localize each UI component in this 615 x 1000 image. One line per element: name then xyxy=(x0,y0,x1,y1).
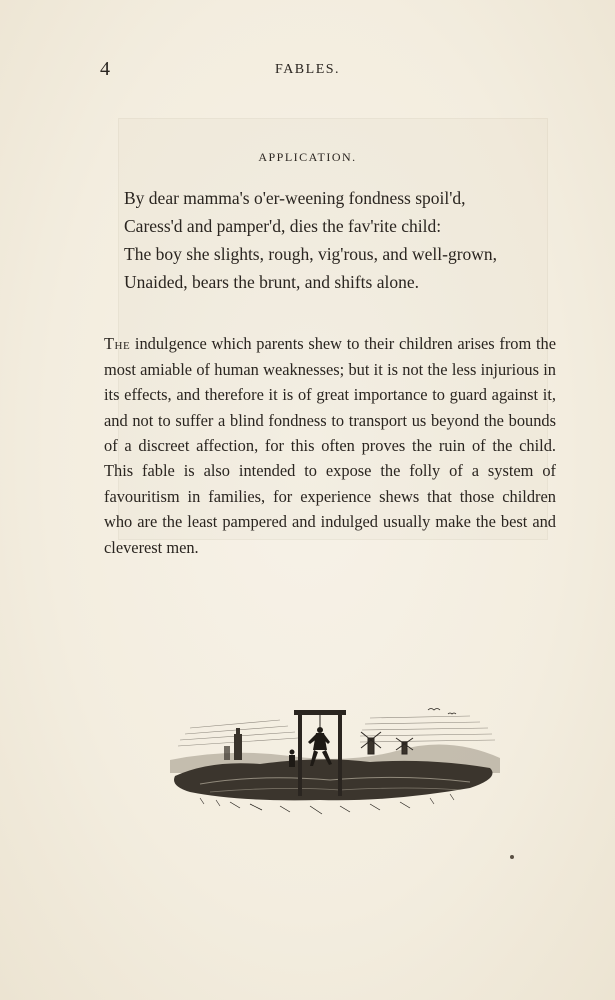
prose-paragraph xyxy=(104,331,556,560)
ink-speck xyxy=(510,855,514,859)
running-title: FABLES. xyxy=(274,62,341,77)
verse-line: Caress'd and pamper'd, dies the fav'rite child: xyxy=(124,216,442,236)
page-number: 4 xyxy=(100,58,111,80)
prose-body: indulgence which parents shew to their children arises from the most amiable of human weaknesses; but it is not the less injurious in its effects, and therefore it is of great importance to guard against it, and not to suffer a blind fondness to transport us beyond the bounds of a discreet affection, for this often proves the ruin of the child. This fable is also intended to expose the folly of a system of favouritism in families, for experience shews that those children who are the least pampered and indulged usually make the best and cleverest men. xyxy=(104,334,556,557)
verse-line: By dear mamma's o'er-weening fondness spoil'd, xyxy=(124,188,466,208)
page-header xyxy=(0,58,615,82)
gallows-landscape-vignette-icon xyxy=(170,698,500,833)
prose-lead-word: The xyxy=(104,334,131,354)
verse-line: Unaided, bears the brunt, and shifts alone. xyxy=(124,272,419,292)
verse-line: The boy she slights, rough, vig'rous, and well-grown, xyxy=(124,244,498,264)
section-title: APPLICATION. xyxy=(258,150,357,164)
verse-stanza xyxy=(124,184,564,296)
